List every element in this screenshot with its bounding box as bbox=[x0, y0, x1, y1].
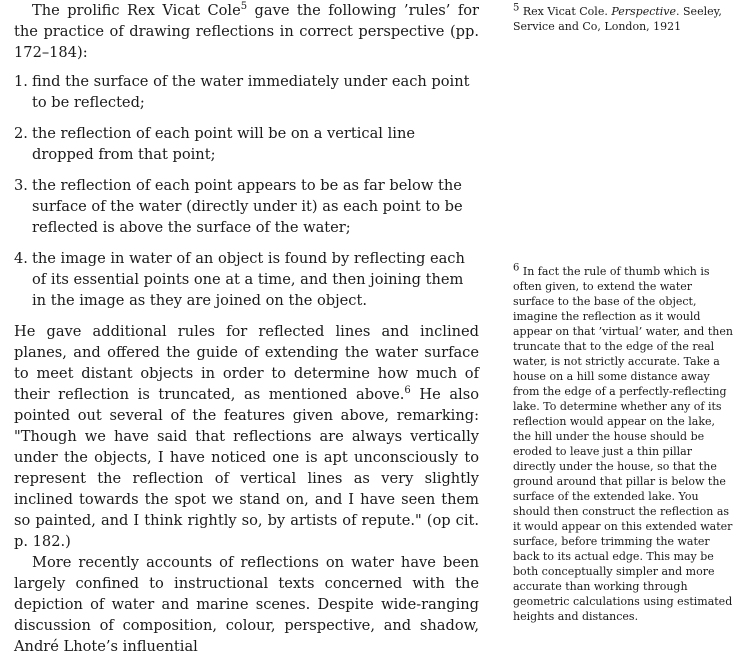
sidenote-6-body: In fact the rule of thumb which is often given, to extend the water surface to the base of the object, imagine the reflection as it would appear on that ’virtual’ water, and then truncate that to the edge of the real water, is not strictly accurate. Take a house on a hill some distance away from the edge of a perfectly-reflecting lake. To determine whether any of its reflection would appear on the lake, the hill under the house should be eroded to leave just a thin pillar directly under the house, so that the ground around that pillar is below the surface of the extended lake. You should then construct the reflection as it would appear on this extended water surface, before trimming the water back to its actual edge. This may be both conceptually simpler and more accurate than working through geometric calculations using estimated heights and distances. bbox=[513, 265, 733, 623]
rule-text: find the surface of the water immediately under each point to be reflected; bbox=[32, 73, 470, 111]
rule-text: the reflection of each point will be on a vertical line dropped from that point; bbox=[32, 125, 415, 163]
sidenote-5-publisher: . Seeley, Service and Co, London, 1921 bbox=[513, 5, 722, 33]
sidenote-5 bbox=[513, 4, 735, 34]
body-paragraph-2 bbox=[14, 321, 479, 552]
rules-list bbox=[14, 71, 479, 311]
sidenote-5-marker: 5 bbox=[513, 2, 520, 14]
rule-text: the image in water of an object is found by reflecting each of its essential points one at a time, and then joining them in the image as they are joined on the object. bbox=[32, 250, 465, 309]
sidenote-6-text bbox=[513, 264, 735, 624]
rule-item bbox=[14, 71, 479, 113]
body-paragraph-3: More recently accounts of reflections on water have been largely confined to instructional texts concerned with the depiction of water and marine scenes. Despite wide-ranging discussion of composition, colour, perspective, and shadow, André Lhote’s influential bbox=[14, 554, 479, 655]
sidenote-5-text bbox=[513, 4, 735, 34]
rule-number: 1. bbox=[14, 73, 28, 90]
rule-item bbox=[14, 248, 479, 311]
rule-number: 2. bbox=[14, 125, 28, 142]
sidenote-6 bbox=[513, 264, 735, 624]
rule-item bbox=[14, 175, 479, 238]
para2-text-after: He also pointed out several of the features given above, remarking: "Though we have said that reflections are always vertically under the objects, I have noticed one is apt unconsciously to represent the reflection of vertical lines as very slightly inclined towards the spot we stand on, and I have seen them so painted, and I think rightly so, by artists of repute." (op cit. p. 182.) bbox=[14, 386, 479, 550]
sidenote-5-author: Rex Vicat Cole. bbox=[519, 5, 612, 18]
rule-number: 3. bbox=[14, 177, 28, 194]
sidenote-6-marker: 6 bbox=[513, 262, 520, 274]
footnote-5-marker: 5 bbox=[240, 1, 248, 13]
intro-text-after: gave the following ’rules’ for the practice of drawing reflections in correct perspective (pp. 172–184): bbox=[14, 2, 479, 61]
intro-paragraph bbox=[14, 0, 479, 63]
main-text-column bbox=[14, 0, 479, 657]
para2-text-before: He gave additional rules for reflected lines and inclined planes, and offered the guide of extending the water surface to meet distant objects in order to determine how much of their reflection is truncated, as mentioned above. bbox=[14, 323, 479, 403]
intro-text-before: The prolific Rex Vicat Cole bbox=[32, 2, 241, 19]
footnote-6-marker: 6 bbox=[404, 385, 411, 397]
rule-number: 4. bbox=[14, 250, 28, 267]
sidenote-5-title: Perspective bbox=[611, 5, 677, 18]
rule-item bbox=[14, 123, 479, 165]
rule-text: the reflection of each point appears to be as far below the surface of the water (directly under it) as each point to be reflected is above the surface of the water; bbox=[32, 177, 463, 236]
